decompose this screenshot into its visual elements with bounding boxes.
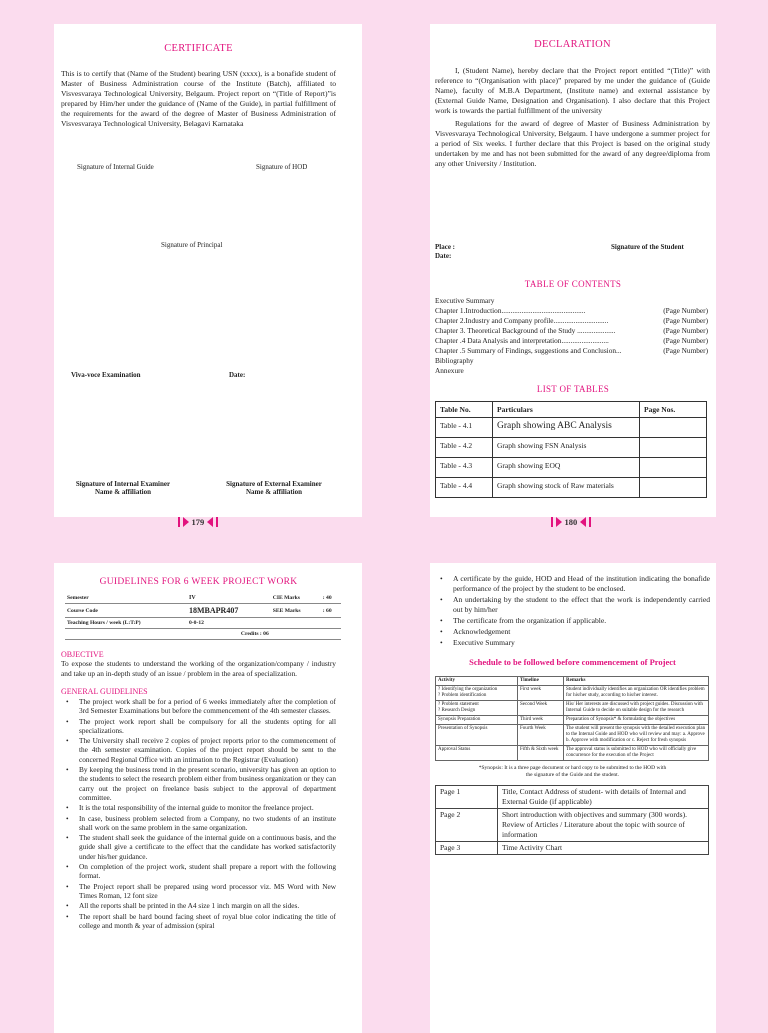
table-cell: Synopsis Preparation — [436, 716, 518, 725]
viva-date-label: Date: — [229, 371, 246, 379]
table-row — [436, 725, 709, 746]
table-cell: Graph showing stock of Raw materials — [493, 478, 640, 498]
table-row — [436, 418, 707, 438]
page-number-180: 180 — [551, 517, 591, 527]
table-cell: Fourth Week — [518, 725, 564, 746]
toc-entry-page: (Page Number) — [663, 336, 708, 345]
toc-entry-text: Bibliography — [435, 356, 474, 365]
requirements-list — [435, 574, 710, 648]
schedule-header: Remarks — [564, 677, 709, 686]
list-item: • The student shall seek the guidance of the internal guide on a continuous basis, and the guide shall give a certificate to the effect that the candidate has worked satisfactorily under his/her guidance. — [79, 833, 336, 861]
list-of-tables — [435, 401, 707, 498]
sig-internal-examiner: Signature of Internal Examiner Name & affiliation — [75, 480, 171, 496]
table-cell: Second Week — [518, 701, 564, 716]
list-item: • The University shall receive 2 copies of project reports prior to the commencement of the 4th semester examination. Copies of the project report should be sent to the concerned Regional Office with an intimation to the Registrar (Evaluation) — [79, 736, 336, 764]
table-cell: CIE Marks — [271, 593, 321, 604]
table-cell: Course Code — [65, 604, 187, 618]
toc-entry-text: Executive Summary — [435, 296, 495, 305]
toc-entry — [435, 336, 708, 346]
table-cell: Semester — [65, 593, 187, 604]
list-item: • All the reports shall be printed in the A4 size 1 inch margin on all the sides. — [79, 901, 336, 910]
table-cell: Short introduction with objectives and summary (300 words). Review of Articles / Literature about the topic with source of information — [498, 809, 709, 842]
objective-text: To expose the students to understand the working of the organization/company / industry and take up an in-depth study of an issue / problem in the area of specialization. — [61, 659, 336, 678]
declaration-page — [430, 24, 716, 517]
viva-voce-label: Viva-voce Examination — [71, 371, 141, 379]
schedule-header: Activity — [436, 677, 518, 686]
objective-title: OBJECTIVE — [61, 650, 104, 659]
list-item: • The Project report shall be prepared using word processor viz. MS Word with New Times Roman, 12 font size — [79, 882, 336, 901]
table-cell: The approval status is submitted to HOD who will officially give concurrence for the execution of the Project — [564, 746, 709, 761]
toc-entry — [435, 366, 708, 376]
table-cell: His/ Her interests are discussed with project guides. Discussion with Internal Guide to decide on suitable design for the research — [564, 701, 709, 716]
table-row — [65, 618, 341, 629]
list-item: • On completion of the project work, student shall prepare a report with the following format. — [79, 862, 336, 881]
toc-entry-text: Chapter 1.Introduction.............................................. — [435, 306, 586, 315]
sig-student: Signature of the Student — [611, 243, 684, 251]
synopsis-note: *Synopsis: It is a three page document or hard copy to be submitted to the HOD with the signature of the Guide and the student. — [478, 765, 667, 778]
table-cell: Approval Status — [436, 746, 518, 761]
page-number-179: 179 — [178, 517, 218, 527]
toc-entry — [435, 296, 708, 306]
table-cell: Title, Contact Address of student- with details of Internal and External Guide (if applicable) — [498, 786, 709, 809]
list-item: • A certificate by the guide, HOD and Head of the institution indicating the bonafide performance of the project by the student to be enclosed. — [453, 574, 710, 594]
table-cell: Time Activity Chart — [498, 842, 709, 855]
table-row — [65, 629, 341, 640]
table-cell: ? Identifying the organization ? Problem identification — [436, 686, 518, 701]
toc-entry — [435, 306, 708, 316]
toc-entry-text: Annexure — [435, 366, 464, 375]
table-cell: The student will present the synopsis with the detailed execution plan to the Internal Guide and HOD who will review and may: a. Approve b. Approve with modification or c. Reject for fresh synopsis — [564, 725, 709, 746]
table-cell: 0-0-12 — [187, 618, 271, 629]
guidelines-list — [61, 697, 336, 930]
sig-hod: Signature of HOD — [256, 163, 308, 171]
lot-header: Table No. — [436, 402, 493, 418]
list-item: • It is the total responsibility of the internal guide to monitor the freelance project. — [79, 803, 336, 812]
table-cell — [321, 629, 341, 640]
table-cell — [321, 618, 341, 629]
guidelines-title: GUIDELINES FOR 6 WEEK PROJECT WORK — [99, 577, 298, 587]
table-row — [436, 438, 707, 458]
guidelines-page — [54, 563, 362, 1033]
table-cell: Graph showing EOQ — [493, 458, 640, 478]
table-row — [436, 686, 709, 701]
table-cell: Graph showing FSN Analysis — [493, 438, 640, 458]
table-cell: : 60 — [321, 604, 341, 618]
certificate-title: CERTIFICATE — [164, 43, 233, 54]
toc-entry-page: (Page Number) — [663, 316, 708, 325]
table-row — [436, 478, 707, 498]
toc-entry — [435, 326, 708, 336]
table-cell: Teaching Hours / week (L:T:P) — [65, 618, 187, 629]
toc-entry-text: Chapter 3. Theoretical Background of the Study ..................... — [435, 326, 616, 335]
table-cell — [271, 629, 321, 640]
schedule-page — [430, 563, 716, 1033]
sig-internal-guide: Signature of Internal Guide — [77, 163, 154, 171]
table-cell: SEE Marks — [271, 604, 321, 618]
table-cell: ? Problem statement ? Research Design — [436, 701, 518, 716]
toc-entry — [435, 356, 708, 366]
table-of-contents — [435, 296, 708, 376]
table-cell: Fifth & Sixth week — [518, 746, 564, 761]
declaration-title: DECLARATION — [534, 39, 611, 50]
triangle-left-icon — [580, 517, 586, 527]
table-row — [436, 746, 709, 761]
toc-entry — [435, 346, 708, 356]
lot-header: Particulars — [493, 402, 640, 418]
table-cell: Page 2 — [436, 809, 498, 842]
table-cell: Table - 4.4 — [436, 478, 493, 498]
table-cell — [65, 629, 187, 640]
list-item: • Executive Summary — [453, 638, 710, 648]
table-row — [436, 842, 709, 855]
list-item: • An undertaking by the student to the effect that the work is independently carried out by him/her — [453, 595, 710, 615]
toc-entry-text: Chapter 2.Industry and Company profile.............................. — [435, 316, 609, 325]
triangle-right-icon — [556, 517, 562, 527]
toc-entry-page: (Page Number) — [663, 346, 708, 355]
list-item: • The project work report shall be compulsory for all the students opting for all specializations. — [79, 717, 336, 736]
schedule-table — [435, 676, 709, 761]
triangle-left-icon — [207, 517, 213, 527]
table-row — [436, 701, 709, 716]
sig-external-examiner: Signature of External Examiner Name & affiliation — [226, 480, 322, 496]
triangle-right-icon — [183, 517, 189, 527]
list-item: • The certificate from the organization if applicable. — [453, 616, 710, 626]
list-item: • The project work shall be for a period of 6 weeks immediately after the completion of 3rd Semester Examinations but before the commencement of the 4th semester classes. — [79, 697, 336, 716]
list-item: • By keeping the business trend in the present scenario, university has given an option to the students to select the research problem either from business organization or they can carry out the project on freelance basis subject to the approval of department committee. — [79, 765, 336, 802]
list-item: • In case, business problem selected from a Company, no two students of an institute shall work on the same problem in the same organization. — [79, 814, 336, 833]
declaration-para2: Regulations for the award of degree of Master of Business Administration by Visvesvaraya Technological University, Belgaum. I have undergone a summer project for a period of Six weeks. I further declare that this Project is based on the original study undertaken by me and has not been submitted for the award of any degree/diploma from any other University / Institution. — [435, 119, 710, 168]
table-cell: Page 1 — [436, 786, 498, 809]
table-cell: Graph showing ABC Analysis — [493, 418, 640, 438]
toc-entry — [435, 316, 708, 326]
synopsis-pages-table — [435, 785, 709, 855]
table-cell: Third week — [518, 716, 564, 725]
sig-principal: Signature of Principal — [161, 241, 223, 249]
toc-entry-text: Chapter .4 Data Analysis and interpretation.......................... — [435, 336, 609, 345]
certificate-page — [54, 24, 362, 517]
table-cell: Table - 4.2 — [436, 438, 493, 458]
place-label: Place : Date: — [435, 243, 456, 260]
lot-title: LIST OF TABLES — [536, 384, 610, 394]
general-guidelines-title: GENERAL GUIDELINES — [61, 687, 148, 696]
table-cell — [640, 458, 707, 478]
table-row — [436, 458, 707, 478]
table-cell: : 40 — [321, 593, 341, 604]
table-row — [65, 604, 341, 618]
toc-entry-page: (Page Number) — [663, 326, 708, 335]
table-cell: Page 3 — [436, 842, 498, 855]
table-cell: 18MBAPR407 — [187, 604, 271, 618]
list-item: • Acknowledgement — [453, 627, 710, 637]
table-cell: Student individually identifies an organization OR identifies problem for his/her study, according to his/her interest. — [564, 686, 709, 701]
table-cell: Credits : 06 — [187, 629, 271, 640]
table-cell: Presentation of Synopsis — [436, 725, 518, 746]
declaration-para1: I, (Student Name), hereby declare that the Project report entitled “(Title)” with reference to “(Organisation with place)” prepared by me under the guidance of (Guide Name), faculty of M.B.A Department, (Institute name) and external assistance by (External Guide Name, Designation and Organisation). I also declare that this Project work is towards the partial fulfillment of the university — [435, 66, 710, 115]
certificate-body: This is to certify that (Name of the Student) bearing USN (xxxx), is a bonafide student of Master of Business Administration course of the Institute (Batch), affiliated to Visvesvaraya Technological University, Belgaum. Project report on “(Title of Report)”is prepared by Him/her under the guidance of (Name of the Guide), in partial fulfillment of the requirements for the award of the degree of Master of Business Administration of Visvesvaraya Technological University, Belagavi Karnataka — [61, 69, 336, 128]
table-row — [436, 716, 709, 725]
table-cell — [271, 618, 321, 629]
table-cell: First week — [518, 686, 564, 701]
toc-entry-page: (Page Number) — [663, 306, 708, 315]
table-cell: IV — [187, 593, 271, 604]
table-row — [436, 809, 709, 842]
toc-title: TABLE OF CONTENTS — [524, 279, 622, 289]
schedule-header: Timeline — [518, 677, 564, 686]
table-cell — [640, 478, 707, 498]
table-cell — [640, 418, 707, 438]
table-cell — [640, 438, 707, 458]
lot-header: Page Nos. — [640, 402, 707, 418]
list-item: • The report shall be hard bound facing sheet of royal blue color indicating the title of college and month & year of admission (spiral — [79, 912, 336, 931]
schedule-title: Schedule to be followed before commencement of Project — [469, 657, 676, 667]
table-cell: Table - 4.3 — [436, 458, 493, 478]
table-cell: Preparation of Synopsis* & formulating the objectives — [564, 716, 709, 725]
table-row — [65, 593, 341, 604]
table-row — [436, 786, 709, 809]
toc-entry-text: Chapter .5 Summary of Findings, suggestions and Conclusion... — [435, 346, 622, 355]
course-info-table — [65, 593, 341, 640]
table-cell: Table - 4.1 — [436, 418, 493, 438]
